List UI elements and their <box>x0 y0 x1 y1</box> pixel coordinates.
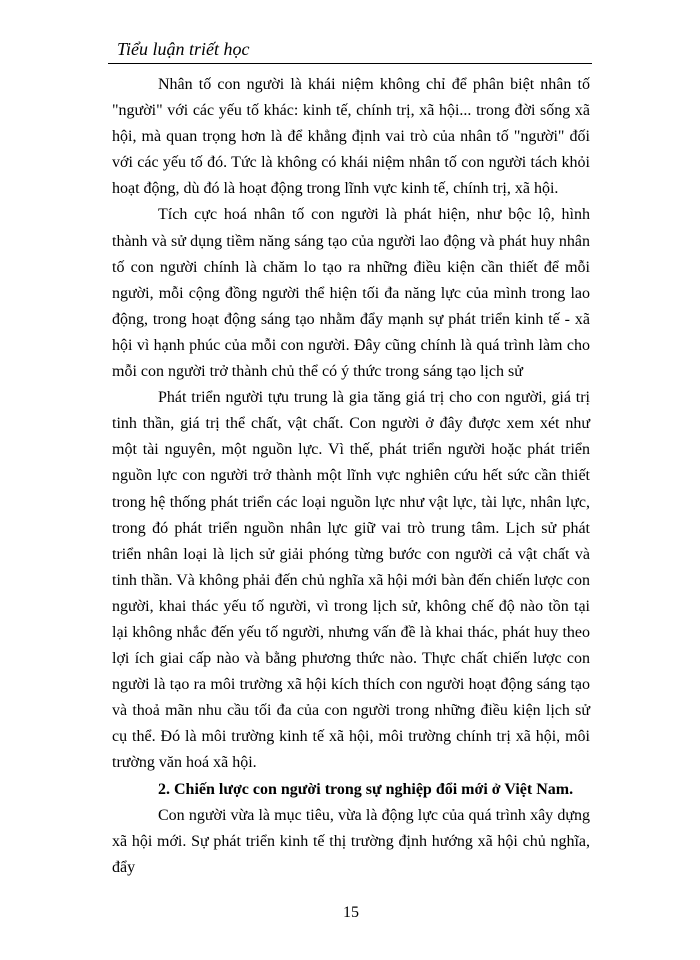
header-title: Tiểu luận triết học <box>117 39 250 59</box>
page-number: 15 <box>343 904 359 921</box>
paragraph-1: Nhân tố con người là khái niệm không chỉ để phân biệt nhân tố "người" với các yếu tố khác: kinh tế, chính trị, xã hội... trong đời sống xã hội, mà quan trọng hơn là để khẳng định vai trò của nhân tố "người" đối với các yếu tố đó. Tức là không có khái niệm nhân tố con người tách khỏi hoạt động, dù đó là hoạt động trong lĩnh vực kinh tế, chính trị, xã hội. <box>112 76 590 198</box>
section-heading: 2. Chiến lược con người trong sự nghiệp đổi mới ở Việt Nam. <box>158 780 574 798</box>
body-text <box>112 72 590 881</box>
paragraph-4: Con người vừa là mục tiêu, vừa là động lực của quá trình xây dựng xã hội mới. Sự phát triển kinh tế thị trường định hướng xã hội chủ nghĩa, đẩy <box>112 806 590 876</box>
header-divider <box>108 63 592 64</box>
paragraph-2: Tích cực hoá nhân tố con người là phát hiện, như bộc lộ, hình thành và sử dụng tiềm năng sáng tạo của người lao động và phát huy nhân tố con người chính là chăm lo tạo ra những điều kiện cần thiết để mỗi người, mỗi cộng đồng người thể hiện tối đa năng lực của mình trong lao động, trong hoạt động sáng tạo nhằm đẩy mạnh sự phát triển kinh tế - xã hội vì hạnh phúc của mỗi con người. Đây cũng chính là quá trình làm cho mỗi con người trở thành chủ thể có ý thức trong sáng tạo lịch sử <box>112 206 590 381</box>
paragraph-3: Phát triển người tựu trung là gia tăng giá trị cho con người, giá trị tinh thần, giá trị thể chất, vật chất. Con người ở đây được xem xét như một tài nguyên, một nguồn lực. Vì thế, phát triển người hoặc phát triển nguồn lực con người trở thành một lĩnh vực nghiên cứu hết sức cần thiết trong hệ thống phát triển các loại nguồn lực như vật lực, tài lực, nhân lực, trong đó phát triển nguồn nhân lực giữ vai trò trung tâm. Lịch sử phát triển nhân loại là lịch sử giải phóng từng bước con người cả vật chất và tinh thần. Và không phải đến chủ nghĩa xã hội mới bàn đến chiến lược con người, khai thác yếu tố người, vì trong lịch sử, không chế độ nào tồn tại lại không nhắc đến yếu tố người, nhưng vấn đề là khai thác, phát huy theo lợi ích giai cấp nào và bằng phương thức nào. Thực chất chiến lược con người là tạo ra môi trường xã hội kích thích con người hoạt động sáng tạo và thoả mãn nhu cầu tối đa của con người trong những điều kiện lịch sử cụ thể. Đó là môi trường kinh tế xã hội, môi trường chính trị xã hội, môi trường văn hoá xã hội. <box>112 389 590 772</box>
